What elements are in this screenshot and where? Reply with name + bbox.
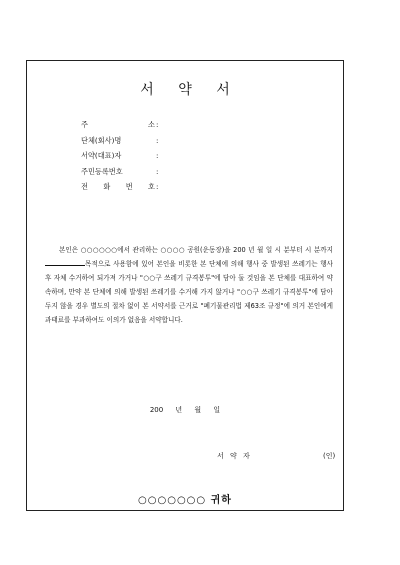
field-organization-label: 단체(회사)명 bbox=[81, 135, 122, 145]
field-address-label: 주 소 bbox=[81, 120, 155, 129]
field-address-colon: : bbox=[156, 120, 159, 129]
field-resident-number bbox=[81, 164, 158, 180]
field-resident-number-label: 주민등록번호 bbox=[81, 166, 123, 176]
field-organization-colon: : bbox=[156, 135, 159, 145]
addressee: ○○○○○○○ 귀하 bbox=[138, 495, 232, 506]
document-frame bbox=[26, 60, 344, 511]
field-representative-colon: : bbox=[156, 151, 159, 160]
applicant-fields bbox=[81, 117, 158, 195]
signer-label: 서 약 자 bbox=[217, 452, 252, 460]
date-line: 200 년 월 일 bbox=[149, 406, 221, 414]
document-title: 서 약 서 bbox=[140, 82, 240, 98]
field-representative-label: 서약(대표)자 bbox=[81, 151, 122, 160]
field-organization bbox=[81, 133, 158, 149]
field-resident-number-colon: : bbox=[156, 166, 159, 176]
field-phone-colon: : bbox=[156, 182, 159, 191]
field-representative bbox=[81, 148, 158, 164]
field-address bbox=[81, 117, 158, 133]
pledge-body bbox=[45, 243, 333, 327]
purpose-blank bbox=[45, 258, 85, 266]
seal-label: (인) bbox=[323, 452, 336, 460]
pledge-body-part1: 본인은 ○○○○○○에서 관리하는 ○○○○ 공원(운동장)을 200 년 월 일 시 분부터 시 분까지 bbox=[59, 246, 333, 254]
pledge-body-part2: 목적으로 사용함에 있어 본인을 비롯한 본 단체에 의해 행사 중 발생된 쓰레기는 행사 후 자체 수거하여 되가져 가거나 "○○구 쓰레기 규격봉투"에 담아 둘 것임을 본 단체를 대표하여 약속하며, 만약 본 단체에 의해 발생된 쓰레기를 수거해 가지 않거나 "○○구 쓰레기 규격봉투"에 담아두지 않을 경우 별도의 절차 없이 본 서약서를 근거로 "폐기물관리법 제63조 규정"에 의거 본인에게 과태료를 부과하여도 이의가 없음을 서약합니다. bbox=[45, 260, 333, 324]
field-phone-label: 전 화 번 호 bbox=[81, 182, 155, 191]
field-phone bbox=[81, 179, 158, 195]
